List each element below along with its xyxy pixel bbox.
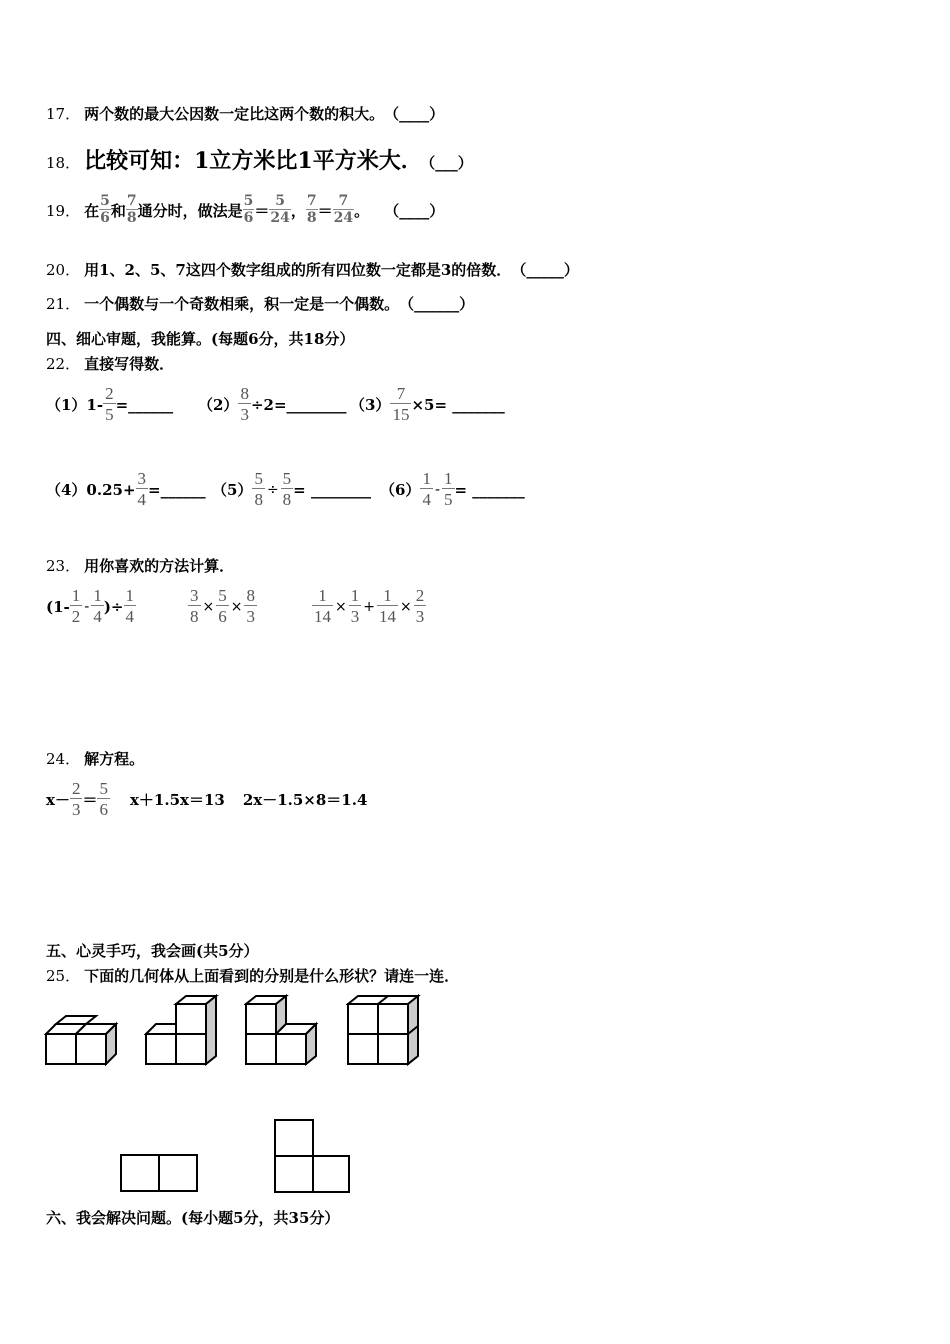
solid-figure-3 xyxy=(244,994,324,1068)
answer-paren: （____） xyxy=(384,201,445,220)
equals: ＝ xyxy=(254,201,270,220)
question-text: 两个数的最大公因数一定比这两个数的积大。 xyxy=(84,105,377,123)
solid-figure-2 xyxy=(144,994,220,1068)
operator: - xyxy=(434,481,440,498)
question-number: 21． xyxy=(46,295,81,313)
fraction: 5 6 xyxy=(243,193,254,226)
fraction: $\frac{5}{8}$ xyxy=(254,469,263,509)
equation-2: x＋1.5x＝13 xyxy=(129,791,225,809)
section-5-title: 五、心灵手巧，我会画(共5分） xyxy=(46,942,259,960)
solid-figure-4 xyxy=(346,994,422,1068)
q23-expression-2 xyxy=(188,586,257,627)
fraction: $\frac{5}{6}$ xyxy=(99,779,108,819)
q24-equations xyxy=(46,779,367,820)
operator: × xyxy=(230,598,243,615)
question-25 xyxy=(46,965,459,986)
question-23 xyxy=(46,555,234,576)
answer-paren: （___） xyxy=(427,154,473,172)
fraction: $\frac{5}{6}$ xyxy=(218,586,227,626)
fraction: $\frac{8}{3}$ xyxy=(246,586,255,626)
q22-item-2 xyxy=(198,384,347,425)
question-number: 23． xyxy=(46,557,81,575)
fraction: 7 24 xyxy=(333,193,354,226)
fraction: $\frac{7}{15}$ xyxy=(392,384,410,424)
q22-item-3 xyxy=(350,384,505,425)
item-label: （5） xyxy=(212,481,253,499)
question-18 xyxy=(46,144,473,175)
question-number: 22． xyxy=(46,355,81,373)
question-17 xyxy=(46,103,444,124)
operator: × xyxy=(335,598,347,615)
answer-paren: （______） xyxy=(406,295,475,313)
comma: ， xyxy=(290,201,306,220)
answer-blank: ÷2=________ xyxy=(250,395,347,414)
question-text: 比较可知：1立方米比1平方米大． xyxy=(84,148,412,174)
question-number: 18． xyxy=(46,154,81,172)
answer-blank: ×5= _______ xyxy=(411,395,505,414)
text-mid: 和 xyxy=(110,201,126,220)
question-text: 下面的几何体从上面看到的分别是什么形状？请连一连． xyxy=(84,967,460,985)
item-label: （2） xyxy=(198,396,239,414)
fraction: $\frac{1}{14}$ xyxy=(378,586,396,626)
operator: × xyxy=(202,598,215,615)
fraction: $\frac{1}{4}$ xyxy=(125,586,134,626)
question-text: 用1、2、5、7这四个数字组成的所有四位数一定都是3的倍数． xyxy=(84,261,504,279)
q22-item-4 xyxy=(46,469,206,510)
paren-close: )÷ xyxy=(103,597,124,616)
equals: ＝ xyxy=(82,791,98,809)
operator: × xyxy=(399,598,412,615)
item-label: （4）0.25+ xyxy=(46,481,136,499)
text-post: 通分时，做法是 xyxy=(137,201,243,220)
answer-paren: （_____） xyxy=(518,261,579,279)
question-21 xyxy=(46,293,474,314)
fraction: 7 8 xyxy=(306,193,317,226)
question-text: 用你喜欢的方法计算． xyxy=(84,557,235,575)
question-24 xyxy=(46,748,144,769)
q22-item-5 xyxy=(212,469,371,510)
question-number: 19． xyxy=(46,201,81,220)
section-4-title: 四、细心审题，我能算。(每题6分，共18分） xyxy=(46,330,355,348)
fraction: 5 24 xyxy=(270,193,290,226)
question-text: 一个偶数与一个奇数相乘，积一定是一个偶数。 xyxy=(84,295,392,313)
item-label: （6） xyxy=(380,481,421,499)
fraction: $\frac{8}{3}$ xyxy=(240,384,249,424)
question-number: 17． xyxy=(46,105,81,123)
fraction: $\frac{2}{3}$ xyxy=(71,779,81,819)
top-view-figure-1 xyxy=(119,1153,199,1195)
equation-1-pre: x－ xyxy=(46,791,70,809)
question-number: 25． xyxy=(46,967,81,985)
fraction: $\frac{1}{4}$ xyxy=(93,586,102,626)
fraction: $\frac{1}{14}$ xyxy=(314,586,331,626)
fraction: $\frac{2}{5}$ xyxy=(105,384,114,424)
operator: - xyxy=(84,598,90,615)
fraction: $\frac{1}{2}$ xyxy=(71,586,81,626)
fraction: 7 8 xyxy=(126,193,137,226)
q22-item-1 xyxy=(46,384,173,425)
section-6-title: 六、我会解决问题。(每小题5分，共35分） xyxy=(46,1209,340,1227)
question-number: 20． xyxy=(46,261,81,279)
fraction: $\frac{1}{4}$ xyxy=(422,469,431,509)
q23-expression-3 xyxy=(312,586,426,627)
equals: ＝ xyxy=(317,201,333,220)
top-view-figure-2 xyxy=(273,1118,353,1195)
item-label: （3） xyxy=(350,396,391,414)
question-20 xyxy=(46,259,579,280)
fraction: $\frac{3}{8}$ xyxy=(190,586,199,626)
text-pre: 在 xyxy=(84,201,100,220)
equation-3: 2x－1.5×8＝1.4 xyxy=(242,791,368,809)
q22-item-6 xyxy=(380,469,525,510)
fraction: 5 6 xyxy=(100,193,110,226)
answer-blank: = ________ xyxy=(293,480,371,499)
operator: ÷ xyxy=(266,481,279,498)
paren-open: (1- xyxy=(46,597,70,616)
question-text: 直接写得数． xyxy=(84,355,175,373)
fraction: $\frac{1}{3}$ xyxy=(350,586,360,626)
fraction: $\frac{2}{3}$ xyxy=(415,586,425,626)
answer-blank: =______ xyxy=(148,480,206,499)
question-number: 24． xyxy=(46,750,81,768)
fraction: $\frac{1}{5}$ xyxy=(444,469,453,509)
question-19 xyxy=(46,194,444,226)
q23-expression-1 xyxy=(46,586,136,627)
answer-blank: =______ xyxy=(115,395,174,414)
question-text: 解方程。 xyxy=(84,750,145,768)
answer-blank: = _______ xyxy=(454,480,525,499)
solid-figure-1 xyxy=(44,1014,120,1068)
item-label: （1）1- xyxy=(46,396,104,414)
fraction: $\frac{3}{4}$ xyxy=(137,469,147,509)
period: 。 xyxy=(354,201,370,220)
question-22 xyxy=(46,353,174,374)
operator: + xyxy=(363,598,375,615)
fraction: $\frac{5}{8}$ xyxy=(282,469,292,509)
answer-paren: （____） xyxy=(391,105,445,123)
